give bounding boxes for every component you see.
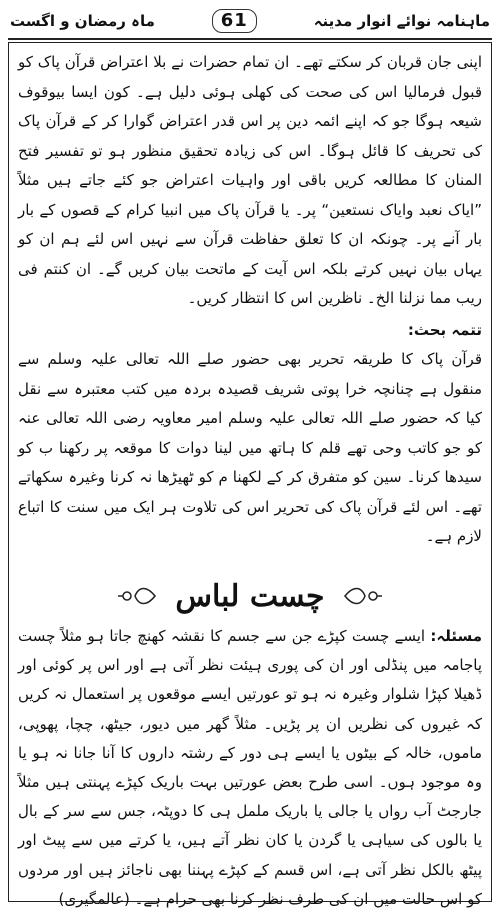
page-number: 61 — [212, 9, 257, 33]
masala-paragraph — [18, 622, 482, 914]
masala-text: ایسے چست کپڑے جن سے جسم کا نقشہ کھنچ جاتا ہو مثلاً چست پاجامہ میں پنڈلی اور ان کی پوری ہیئت نظر آتی ہے اور اس پر کوئی اور ڈھیلا کپڑا شلوار وغیرہ نہ ہو تو عورتیں ایسے موقعوں پر استعمال نہ کریں کہ غیروں کی نظریں ان پر پڑیں۔ مثلاً گھر میں دیور، جیٹھ، چچا، پھوپی، ماموں، خالہ کے بیٹوں یا ایسے ہی دور کے رشتہ داروں کا آنا جانا نہ ہو یا وہ موجود ہوں۔ اسی طرح بعض عورتیں بہت باریک کپڑے پہنتی ہیں مثلاً جارجٹ آب رواں یا جالی یا باریک ململ ہی کا دوپٹہ، جس سے سر کے بال یا بالوں کی سیاہی یا گردن یا کان نظر آتے ہیں، یا کرتے میں سے پیٹ اور پیٹھ بالکل نظر آتی ہے، اس قسم کے کپڑے پہننا بھی ناجائز ہیں اور مردوں کو اس حالت میں ان کی طرف نظر کرنا بھی حرام ہے۔ (عالمگیری) — [18, 627, 482, 908]
section-2 — [18, 622, 482, 914]
header-divider — [8, 38, 492, 40]
paragraph-1: اپنی جان قربان کر سکتے تھے۔ ان تمام حضرات نے بلا اعتراض قرآن پاک کو قبول فرمالیا اس کی صحت کی کھلی ہوئی دلیل ہے۔ کون ایسا بیوقوف شیعہ ہوگا جو کہ اپنے ائمہ دین پر اس قدر اعتراض گوارا کر کے قرآن پاک کی تحریف کا قائل ہوگا۔ اس کی زیادہ تحقیق منظور ہو تو تفسیر فتح المنان کا مطالعہ کریں باقی اور واہیات اعتراض جو کئے جاتے ہیں مثلاً ”ایاک نعبد وایاک نستعین“ پر۔ یا قرآن پاک میں انبیا کرام کے قصوں کے بار بار آنے پر۔ چونکہ ان کا تعلق حفاظت قرآن سے نہیں اس لئے ہم ان کو یہاں بیان نہیں کرتے بلکہ اس آیت کے ماتحت بیان کریں گے۔ ان کنتم فی ریب مما نزلنا الخ۔ ناظرین اس کا انتظار کریں۔ — [18, 53, 482, 307]
masala-label: مسئلہ: — [430, 627, 482, 645]
issue-month: ماہ رمضان و اگست — [10, 12, 155, 30]
ornament-left-icon — [117, 584, 157, 608]
paragraph-2: قرآن پاک کا طریقہ تحریر بھی حضور صلے اللہ تعالی علیہ وسلم سے منقول ہے چنانچہ خرا پوتی شریف قصیدہ بردہ میں کتب معتبرہ سے نقل کیا کہ حضور صلے اللہ تعالی علیہ وسلم امیر معاویہ رضی اللہ تعالی عنہ کو جو کاتب وحی تھے قلم کا ہاتھ میں لینا دوات کا موقعہ پر رکھنا ب کو سیدھا کرنا۔ سین کو متفرق کر کے لکھنا م کو ٹھیڑھا نہ کرنا وغیرہ سکھاتے تھے۔ اس لئے قرآن پاک کی تحریر اس کی تلاوت ہر ایک میں سنت کا اتباع لازم ہے۔ — [18, 350, 482, 545]
magazine-name: ماہنامہ نوائے انوار مدینہ — [313, 12, 490, 30]
section-title: چست لباس — [175, 578, 325, 614]
subheading: تتمہ بحث: — [407, 320, 482, 339]
page-header — [10, 6, 490, 36]
section-title-banner — [0, 573, 500, 619]
section-1 — [18, 48, 482, 552]
ornament-right-icon — [343, 584, 383, 608]
